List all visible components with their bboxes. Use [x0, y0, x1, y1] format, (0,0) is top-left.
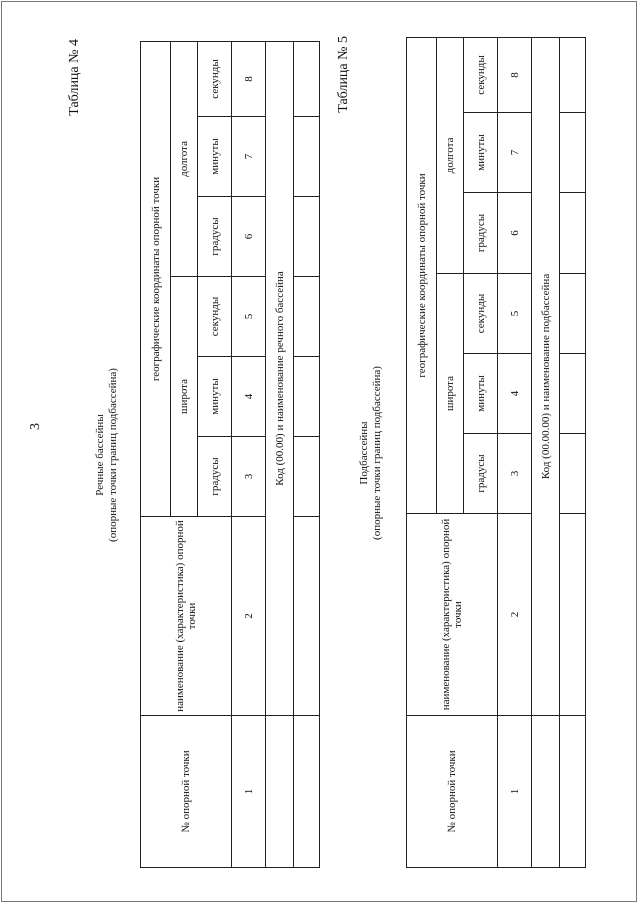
table-5-caption [358, 38, 384, 868]
table-4 [140, 41, 320, 868]
empty-cell [560, 274, 586, 354]
table-row [141, 41, 171, 867]
empty-cell [294, 197, 320, 277]
col-number: 1 [232, 716, 266, 868]
header-latitude: широта [437, 274, 464, 514]
header-lat-seconds: секунды [464, 274, 498, 354]
col-number: 3 [232, 437, 266, 517]
empty-cell [560, 354, 586, 434]
header-lon-minutes: минуты [464, 113, 498, 193]
table-row-empty [560, 37, 586, 867]
col-number: 4 [232, 357, 266, 437]
empty-cell [560, 37, 586, 112]
empty-cell [294, 357, 320, 437]
header-lat-degrees: градусы [198, 437, 232, 517]
table-4-caption-title: Речные бассейны [94, 414, 106, 496]
col-number: 7 [232, 117, 266, 197]
table-4-caption-subtitle: (опорные точки границ подбассейна) [107, 368, 119, 542]
header-lon-minutes: минуты [198, 117, 232, 197]
table-4-label: Таблица № 4 [67, 39, 82, 116]
table-4-caption [94, 42, 120, 868]
empty-cell [560, 193, 586, 274]
col-number: 6 [498, 193, 532, 274]
header-longitude: долгота [171, 41, 198, 276]
col-number: 7 [498, 113, 532, 193]
empty-cell [294, 117, 320, 197]
empty-cell [560, 434, 586, 514]
header-longitude: долгота [437, 37, 464, 273]
col-number: 8 [498, 37, 532, 112]
empty-cell [266, 716, 294, 868]
table-5-caption-subtitle: (опорные точки границ подбассейна) [371, 366, 383, 540]
col-number: 1 [498, 716, 532, 868]
empty-cell [294, 277, 320, 357]
empty-cell [532, 716, 560, 868]
header-lon-seconds: секунды [198, 41, 232, 116]
empty-cell [294, 716, 320, 868]
col-number: 4 [498, 354, 532, 434]
col-number: 2 [232, 517, 266, 716]
table-5 [406, 37, 586, 868]
col-number: 5 [498, 274, 532, 354]
empty-cell [294, 517, 320, 716]
header-point-name: наименование (характеристика) опорной точки [141, 517, 232, 716]
header-geo-coordinates: географические координаты опорной точки [407, 37, 437, 513]
col-number: 8 [232, 41, 266, 116]
empty-cell [560, 113, 586, 193]
header-lat-minutes: минуты [464, 354, 498, 434]
table-row-empty [294, 41, 320, 867]
table-row [407, 37, 437, 867]
header-geo-coordinates: географические координаты опорной точки [141, 41, 171, 516]
header-lon-seconds: секунды [464, 37, 498, 112]
code-row-label: Код (00.00.00) и наименование подбассейна [532, 37, 560, 715]
table-row-code [266, 41, 294, 867]
table-5-caption-title: Подбассейны [358, 421, 370, 485]
header-lat-minutes: минуты [198, 357, 232, 437]
header-lon-degrees: градусы [464, 193, 498, 274]
header-lon-degrees: градусы [198, 197, 232, 277]
header-lat-degrees: градусы [464, 434, 498, 514]
empty-cell [560, 514, 586, 716]
empty-cell [294, 41, 320, 116]
table-row-numbers [232, 41, 266, 867]
table-5-label: Таблица № 5 [336, 36, 351, 113]
header-point-name: наименование (характеристика) опорной точки [407, 514, 498, 716]
header-point-no: № опорной точки [141, 716, 232, 868]
code-row-label: Код (00.00) и наименование речного бассейна [266, 41, 294, 715]
empty-cell [294, 437, 320, 517]
table-row-code [532, 37, 560, 867]
header-point-no: № опорной точки [407, 716, 498, 868]
header-latitude: широта [171, 277, 198, 517]
col-number: 6 [232, 197, 266, 277]
col-number: 5 [232, 277, 266, 357]
col-number: 3 [498, 434, 532, 514]
header-lat-seconds: секунды [198, 277, 232, 357]
empty-cell [560, 716, 586, 868]
col-number: 2 [498, 514, 532, 716]
page-number: 3 [28, 423, 43, 430]
table-row-numbers [498, 37, 532, 867]
